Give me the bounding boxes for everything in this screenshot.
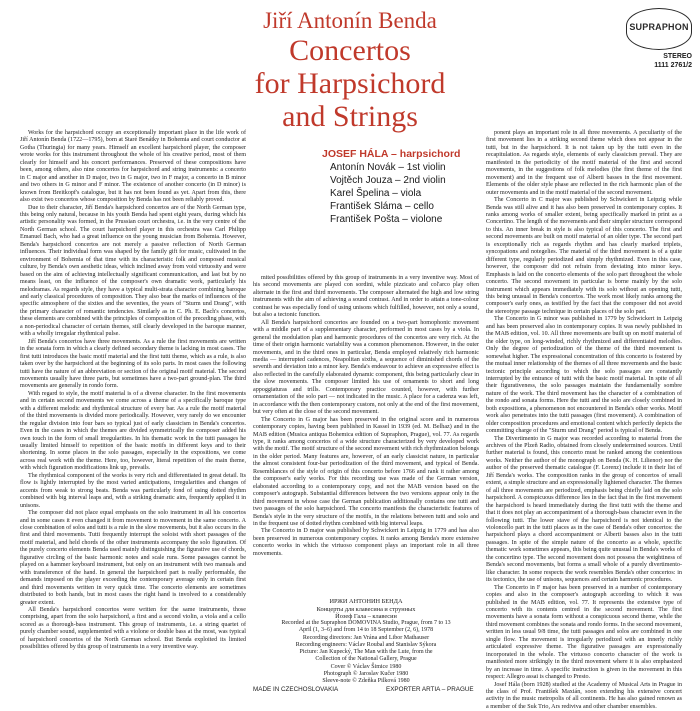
paragraph: With regard to style, the motif material is of a diverse character. In the first movements and in certain second movements we come across a theme of a specifically baroque type with a different melodic and rhythmical structure of every bar. As a rule the motif material of the third movements is divided more periodically. However, very rarely do we encounter the regular division into four bars so typical just of early classicism in Benda's concertos. Even in the cases in which the themes are divided symmetrically the composer added his own touch in the form of small irregularities. In his thematic work in the tutti passages he usually limited himself to repetition of the basic motifs in different keys and to their shortening. In some places in the solo passages, especially in the expositions, we come across real work with the theme. Here, too, however, literal repetition of the main theme, with which figuration modifications link up, prevails. bbox=[20, 390, 246, 472]
credit-line: Recorded at the Supraphon DOMOVINA Studio, Prague, from 7 to 13 bbox=[281, 620, 451, 626]
credit-line: Sleeve-note © Zdeňka Pilková 1980 bbox=[322, 678, 410, 685]
russian-work: Концерты для клавесина и струнных bbox=[316, 605, 416, 613]
credit-line: Photograph © Jaroslav Kučer 1980 bbox=[323, 671, 409, 678]
work-title-line-2: for Harpsichord bbox=[254, 67, 446, 100]
russian-soloist: Йозеф Гала – клавесин bbox=[335, 613, 397, 621]
paragraph: The rhythmical component of the works is very rich and differentiated in great detail. Its flow is lightly interrupted by the most varied anticipations, irregularities and changes of accents from weak to strong beats. Benda was particularly fond of using dotted rhythm combined with big interval leaps and, with a striking dramatic aim, frequently applied it in unisons. bbox=[20, 472, 246, 509]
paragraph: The Concerto in C major was published by Schwickert in Leipzig while Benda was still alive and it has also been preserved in contemporary copies. It ranks among works of smaller extent, being specifically marked in print as a Concertino. The length of the movements and their simpler structure correspond to this. An inner break in style is also typical of this concerto. The first and second movements are built on motif material of an older type. The second part is exceptionally rich as regards rhythm and has clearly marked triplets, syncopations and notegelies. The material of the third movement is of a quite different type, regularly periodized and simply rhythmized. Even in this case, however, the composer did not refrain from deviating into minor keys. Emphasis is laid on the concerto elements of the solo part throughout the whole concerto. The second movement in particular is borne mainly by the solo instrument which appears immediately with its solo without an opening tutti, this being unusual in Benda's concertos. The work most likely ranks among the composer's early ones, as testified by the fact that the composer did not avoid the stereotype passage technique in certain places of the solo part. bbox=[486, 197, 682, 315]
paragraph: Works for the harpsichord occupy an exceptionally important place in the life work of Jiří Antonín Benda (1722—1795), born at Staré Benátky in Bohemia and court conductor at Gotha (Thuringia) for many years. Himself an excellent harpsichord player, the composer wrote works for this instrument throughout the whole of his creative period, most of them clearly for himself and his concert performances. Preserved of these compositions have been, among others, also nine concertos for harpsichord and string instruments: a concerto in C major and another in D major, two in G major, two in F major, a concerto in B minor and two others in G minor and F minor. The existence of another concerto (in D minor) is known from Breitkopf's catalogue, but it has not been found as yet. Apart from this, there also exist two concertos whose composition by Benda has not been reliably proved. bbox=[20, 130, 246, 204]
performer-1: Antonín Novák – 1st violin bbox=[330, 162, 446, 173]
exporter-label: EXPORTER ARTIA – PRAGUE bbox=[386, 686, 474, 693]
paragraph: mited possibilities offered by this group of instruments in a very inventive way. Most of his second movements are played con sordini, while pizzicato and col'arco play often alternate in the first and third movements. The composer alternated the high and low string instruments with the aim of achieving a sound contrast. And in order to attain a tone-colour contrast he was especially fond of using unisons which fulfilled, however, not only a sound, but also a tectonic function. bbox=[253, 275, 479, 319]
recording-credits bbox=[253, 620, 479, 686]
paragraph: The Concerto in D major was published by Schwickert in Leipzig in 1779 and has also been preserved in numerous contemporary copies. It ranks among Benda's more extensive concerto works in which the virtuoso component plays an important role in all three movements. bbox=[253, 528, 479, 557]
performer-5: František Pošta – violone bbox=[330, 214, 443, 225]
credit-line: Collection of the National Gallery, Prague bbox=[315, 656, 417, 663]
composer-name: Jiří Antonín Benda bbox=[263, 8, 437, 33]
russian-title-block bbox=[253, 598, 479, 621]
sleeve-notes-column-3 bbox=[486, 130, 682, 711]
paragraph: The Divertimento in G major was recorded according to material from the archives of the Plzeň Radio, obtained from closely undetermined sources. Until further material is found, this concerto must be ranked among the contentious works. Neither the author of the monograph on Benda (K. H. Lilienor) nor the author of the preserved thematic catalogue (F. Lorenz) include it in their list of Jiří Benda's works. The composition ranks in the group of concertos of small extent, a simple structure and an expressionally lightened character. The themes of all three movements are periodized, emphasis being chiefly laid on the solo harpsichord. A conspicuous difference lies in the fact that in the first movement the harpsichord is heard immediately during the first tutti with the theme and that it does not play an accompaniment of a thorough-bass character even in the following tutti. The lower stave of the harpsichord is not identical to the violoncello part in the tutti places as in the case of Benda's other concertos: the harpsichord plays a chord accompaniment or Alberti basses also in the tutti passages. In spite of the simple nature of the concerto as a whole, specific thematic work sometimes appears, this being quite unusual in Benda's works of the concertino type. The second movement does not possess the weightiness of Benda's second movements, but forms a small whole of a purely divertimento-like character. In some respects the work resembles Benda's other concertos: in its tectonics, the use of unisons, sequences and certain harmonic procedures. bbox=[486, 435, 682, 584]
paragraph: Due to their character, Jiří Benda's harpsichord concertos are of the North German type, this being only natural, because in his youth Benda had spent eight years, during which his artistic personality was formed, in the Prussian court orchestra, i.e. in the very centre of the North German school. The court harpsichord player in this orchestra was Carl Philipp Emanuel Bach, who had a great influence on the young musician from Bohemia. However, Benda's harpsichord concertos are not merely a passive reflection of North German influences. Their individual form was shaped by the family gift for music, cultivated in the environment of Bohemia of that time with its characteristic folk and composed musical culture, by Benda's own aesthetic ideas, which inclined away from void virtuosity and were based on the aim of achieving intellectually significant communication, and last but by no means least, on the influence of the composer's own dramatic work, particularly his melodramas. As regards style, they have a typical multi-strata character combining baroque and early classical procedures of composition. They also bear the marks of influences of the specific atmosphere of the sixties and the seventies, the years of "Sturm und Drang", with the primary character of romantic tendencies. Similarly as in C. Ph. E. Bach's concertos, these elements are combined with the principles of composition of the preceding phase, with a non-periodical character of certain themes, still clearly developed in the baroque manner, with a wholly irregular rhythmical pulse. bbox=[20, 204, 246, 338]
made-in-label: MADE IN CZECHOSLOVAKIA bbox=[253, 686, 339, 693]
sleeve-notes-column-1 bbox=[20, 130, 246, 652]
paragraph: ponent plays an important role in all three movements. A peculiarity of the first movement lies in a striking second theme which does not appear in the tutti, but in the harpsichord. It is not taken up by the tutti even in the recapitulation. As regards style, elements of early classicism prevail. They are manifested in the periodicity of the motif material of the first and second movements, in the suggestions of folk melodies (the first theme of the first movement) and in the frequent use of Alberti basses in the first movement. Elements of the older style phase are reflected in the rich harmonic plan of the outer movements and in the motif material of the second movement. bbox=[486, 130, 682, 196]
paragraph: All Benda's harpsichord concertos are founded on a two-part homophonic movement with a middle part of a supplementary character, performed in most cases by a viola. In general the modulation plan and harmonic procedures of the concertos are very rich. At the time of their origin harmonic variability was a common phenomenon. However, in the outer movements, and in the third ones in particular, Benda employed relatively rich harmonic media — interrupted cadences, Neapolitan sixths, a sequence of diminished chords of the seventh and deviation into a minor key. Benda's endeavour to achieve an expressive effect is also reflected in the carefully elaborated dynamic component, this being particularly clear in the slow movements. The composer limited his use of ornaments to short and long appoggiaturas and trills. Contemporary practice counted, however, with further ornamentation of the solo part — not indicated in the music. A place for a cadenza was left, in accordance with the then contemporary custom, not only at the end of the first movement, but very often at the close of the second movement. bbox=[253, 319, 479, 416]
credit-line: Recording directors: Jan Vrána and Libor Mathauser bbox=[302, 634, 430, 641]
performer-3: Karel Špelina – viola bbox=[330, 188, 422, 199]
credit-line: April (1, 3–6) and from 14 to 18 September (2, 6), 1978 bbox=[298, 627, 434, 634]
soloist: JOSEF HÁLA – harpsichord bbox=[322, 148, 461, 160]
work-title-line-3: and Strings bbox=[282, 100, 418, 133]
credit-line: Cover © Václav Šimice 1980 bbox=[330, 663, 402, 670]
credit-line: Recording engineers: Václav Roubal and Stanislav Sýkora bbox=[295, 641, 437, 648]
title-block bbox=[200, 8, 500, 133]
paragraph: The Concerto in G minor was published in 1779 by Schwickert in Leipzig and has been preserved also in contemporary copies. It was newly published in the MAB edition, vol. 10. All three movements are built up on motif material of the older type, on long-winded, richly rhythmized and differentiated melodies. Only the degree of periodization of the theme of the third movement is somewhat higher. The expressional concentration of this concerto is fostered by the mutual inner relationship of the themes of all three movements and the basic tectonic principle according to which the solo passages are constantly interrupted by the entrance of tutti with the basic motif material. In spite of all their figurativeness, the solo passages maintain the fundamentally sombre nature of the work. The third movement has the character of a combination of the rondo and sonata forms. Here the tutti and the solo are closely combined in both expositions, a phenomenon not encountered in Benda's other works. Motif work also penetrates into the tutti passages (first movement). A combination of older composition procedures and emotional content which perfectly depicts the committing charge of the "Sturm und Drang" period is typical of Benda. bbox=[486, 316, 682, 435]
stereo-label: STEREO bbox=[663, 53, 692, 60]
paragraph: All Benda's harpsichord concertos were written for the same instruments, those comprising, apart from the solo harpsichord, a first and a second violin, a viola and a cello scored as a thorough-bass instrument. This group of instruments, i.e. a string quartet of purely chamber sound, supplemented with a violone or double bass at the most, was typical of harpsichord concertos of the North German school. But Benda exploited its limited possibilities offered by this group of instruments in a very inventive way. bbox=[20, 607, 246, 651]
work-title-line-1: Concertos bbox=[289, 34, 411, 67]
performer-2: Vojtěch Jouza – 2nd violin bbox=[330, 175, 446, 186]
russian-composer: ИРЖИ АНТОНИН БЕНДА bbox=[329, 598, 403, 605]
paragraph: The Concerto in F major has been preserved in a number of contemporary copies and also in the composer's autograph according to which it was published in the MAB edition, vol. 77. It represents the extensive type of concerto with its contents centred in the second movement. The first movements have a sonata form without a conspicuous second theme, while the third movement combines the sonata and rondo forms. In the second movement, written in less usual 9/8 time, the tutti passages and solos are combined in one single flow. The movement is irregularly periodized with an innerly richly articulated expressive theme. The figurative passages are expressionally incorporated in the whole. The virtuoso concerto character of the work is manifested more strikingly in the third movement where it is also emphasized by an increase in time. A specific instruction is given in the movement in this respect: Allegro assai is changed to Presto. bbox=[486, 584, 682, 681]
catalog-block bbox=[612, 8, 692, 70]
paragraph: The composer did not place equal emphasis on the solo instrument in all his concertos and in some cases it even changed it from movement to movement in the same concerto. A close combination of solos and tutti is a rule in the slow movements, but it also occurs in the first and third movements. Tutti frequently interrupt the soloist with short passages of the motif material, and held chords of the other instruments accompany the solo figuration. Of the purely concerto elements Benda used mainly distinguishing the figurative use of chords, figurative circling of the basic harmonic notes and scale runs. Some passages cannot be played on a hammer keyboard instrument, but only on an instrument with two manuals and with transference of the hand. In general the harpsichord part is really performable, the demands imposed on the player exceeding the contemporary average only in certain first and third movements written in very quick time. The concerto elements are sometimes distributed to both hands, but in most cases the right hand is involved to a considerably greater extent. bbox=[20, 510, 246, 606]
paragraph: The Concerto in G major has been preserved in the original score and in numerous contemporary copies, having been published in Kassel in 1939 (ed. M. Belhaz) and in the MAB edition (Musica antiqua Bohemica edition of Supraphon, Prague), vol. 77. As regards type, it ranks among concertos of a wide structure characterized by very developed work with the motif. The motif structure of the second movement with rich rhythmization belongs in the older period. Many features are, however, of an early classicist nature, in particular the almost consistent four-bar periodization of the third movement, and typical of Benda. Resemblances of the style of origin of this concerto before 1766 and rank it rather among the composer's early works. For this recording use was made of the German version, elaborated according to a contemporary copy, and not the MAB version based on the composer's autograph. Substantial differences between the two versions appear only in the third movement in whose case the German publication additionally contains one tutti and two passages of the solo harpsichord. The concerto manifests the characteristic features of Benda's style in the very structure of the motifs, in the relations between tutti and solo and in the frequent use of dotted rhythm combined with big interval leaps. bbox=[253, 416, 479, 527]
sleeve-notes-column-2 bbox=[253, 275, 479, 558]
logo-text: SUPRAPHON bbox=[629, 22, 689, 32]
paragraph: Jiří Benda's concertos have three movements. As a rule the first movements are written in the sonata form in which a clearly defined secondary theme is lacking in most cases. The first tutti introduces the basic motif material and the first tutti theme, which as a rule, is also taken over by the harpsichord at the beginning of its solo parts. In most cases the following tutti have the nature of an abbreviation or section of the original motif material. The second movements usually have three parts, but sometimes have a two-part ground-plan. The third movements are generally in rondo form. bbox=[20, 338, 246, 390]
paragraph: Josef Hála (born 1928) studied at the Academy of Musical Arts in Prague in the class of Prof. František Maxián, soon extending his extensive concert activity in the music metropolis of all continents. He has also gained renown as a member of the Suk Trio, Ars rediviva and other chamber ensembles. bbox=[486, 681, 682, 710]
supraphon-logo-icon bbox=[626, 8, 692, 50]
credit-line: Picture: Jan Kupecký, The Man with the Lute, from the bbox=[299, 649, 433, 656]
performer-4: František Sláma – cello bbox=[330, 201, 434, 212]
catalog-number: 1111 2761/2 bbox=[654, 62, 692, 69]
